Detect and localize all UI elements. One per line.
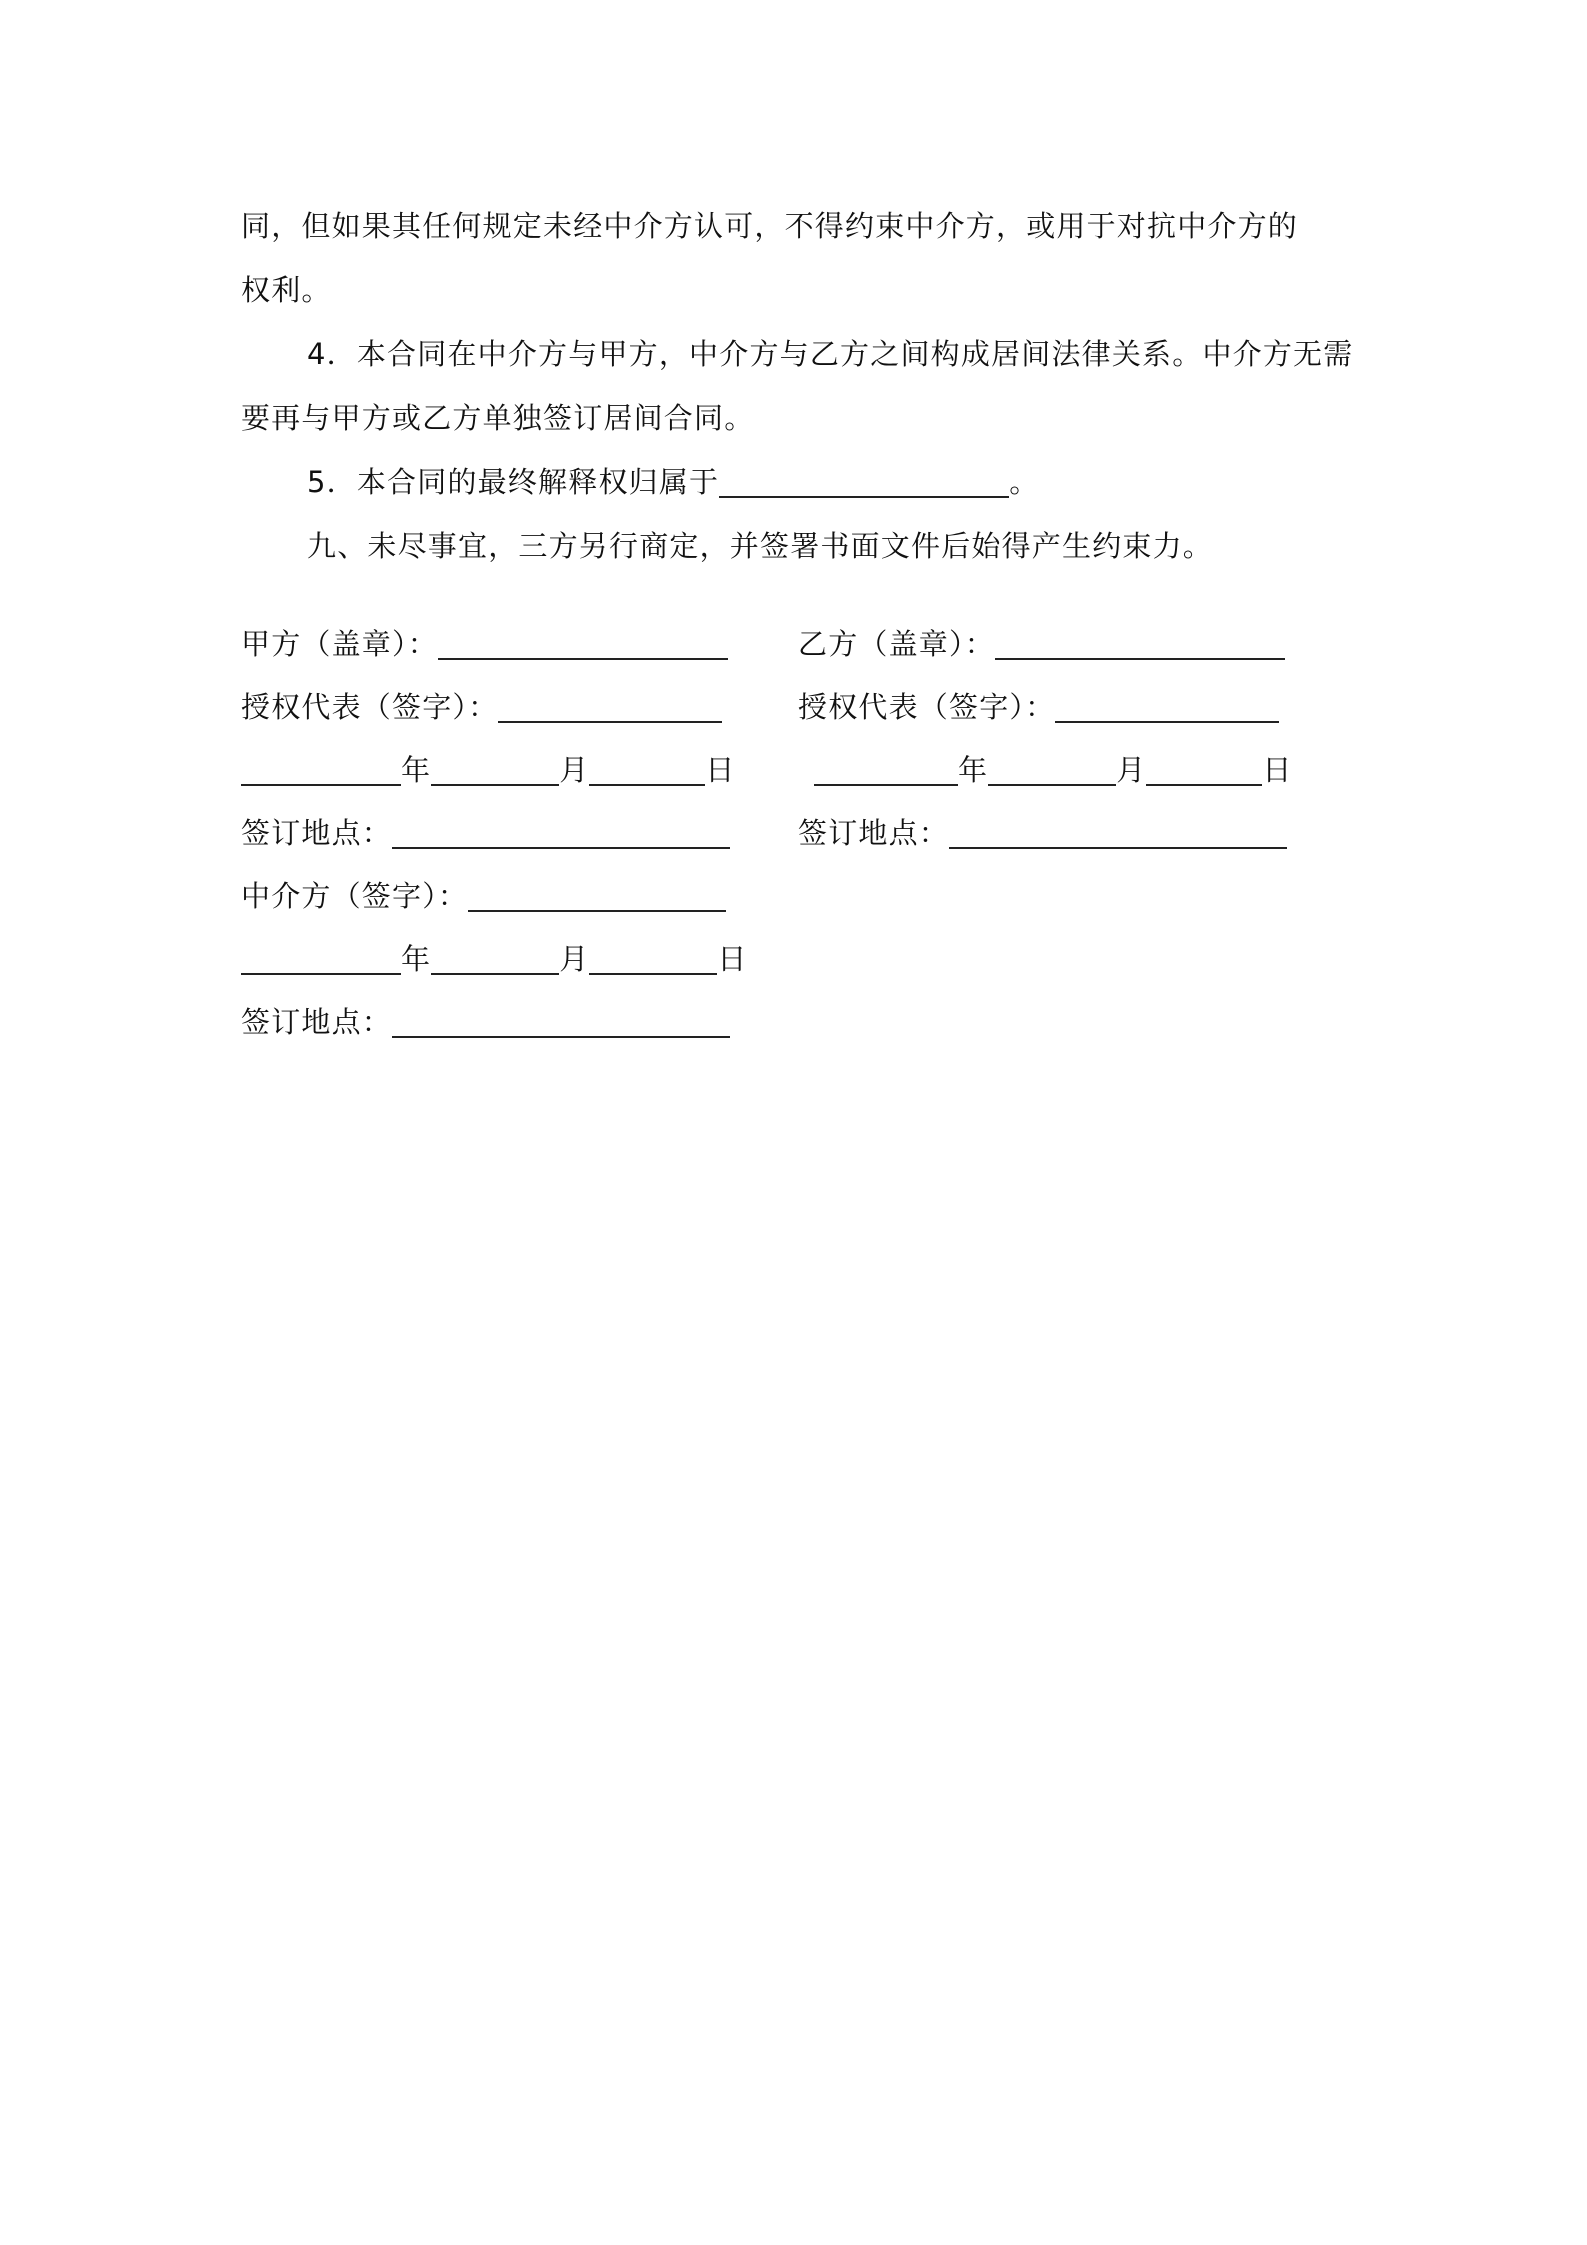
- party-b-seal-label: 乙方（盖章）：: [798, 627, 995, 661]
- day-label: 日: [717, 942, 748, 976]
- year-label: 年: [958, 753, 989, 787]
- party-a-rep-blank[interactable]: [498, 691, 722, 723]
- party-a-rep-label: 授权代表（签字）：: [241, 690, 499, 724]
- party-b-day-blank[interactable]: [1146, 754, 1262, 786]
- party-b-rep-row: [798, 687, 1279, 727]
- month-label: 月: [1116, 753, 1147, 787]
- day-label: 日: [1262, 753, 1293, 787]
- clause-9: 九、未尽事宜，三方另行商定，并签署书面文件后始得产生约束力。: [307, 529, 1214, 563]
- party-a-year-blank[interactable]: [241, 754, 401, 786]
- paragraph-line: 权利。: [241, 273, 332, 307]
- month-label: 月: [559, 942, 590, 976]
- clause-5-text: 5．本合同的最终解释权归属于: [307, 465, 720, 499]
- party-b-rep-label: 授权代表（签字）：: [798, 690, 1056, 724]
- party-a-place-row: [241, 813, 730, 853]
- intermediary-place-blank[interactable]: [392, 1006, 730, 1038]
- party-a-seal-blank[interactable]: [438, 628, 728, 660]
- month-label: 月: [559, 753, 590, 787]
- party-b-seal-blank[interactable]: [995, 628, 1285, 660]
- paragraph-continuation: [241, 194, 1356, 322]
- party-a-seal-label: 甲方（盖章）：: [241, 627, 438, 661]
- intermediary-year-blank[interactable]: [241, 943, 401, 975]
- party-b-seal-row: [798, 624, 1285, 664]
- intermediary-sign-label: 中介方（签字）：: [241, 879, 469, 913]
- interpretation-blank[interactable]: [719, 466, 1009, 498]
- party-a-seal-row: [241, 624, 728, 664]
- party-a-place-blank[interactable]: [392, 817, 730, 849]
- party-b-year-blank[interactable]: [814, 754, 958, 786]
- party-b-place-blank[interactable]: [949, 817, 1287, 849]
- party-a-place-label: 签订地点：: [241, 816, 393, 850]
- party-b-rep-blank[interactable]: [1055, 691, 1279, 723]
- party-b-date-row: [814, 750, 1293, 790]
- party-b-place-row: [798, 813, 1287, 853]
- clause-5: [241, 450, 1356, 514]
- party-a-month-blank[interactable]: [431, 754, 559, 786]
- year-label: 年: [401, 942, 432, 976]
- intermediary-place-row: [241, 1002, 730, 1042]
- party-b-month-blank[interactable]: [988, 754, 1116, 786]
- party-b-place-label: 签订地点：: [798, 816, 950, 850]
- day-label: 日: [705, 753, 736, 787]
- intermediary-sign-row: [241, 876, 726, 916]
- party-a-rep-row: [241, 687, 722, 727]
- party-a-date-row: [241, 750, 736, 790]
- clause-5-suffix: 。: [1009, 465, 1040, 499]
- intermediary-sign-blank[interactable]: [468, 880, 726, 912]
- contract-body: [241, 194, 1356, 578]
- intermediary-place-label: 签订地点：: [241, 1005, 393, 1039]
- intermediary-day-blank[interactable]: [589, 943, 717, 975]
- clause-4: 4．本合同在中介方与甲方，中介方与乙方之间构成居间法律关系。中介方无需要再与甲方或乙方单独签订居间合同。: [241, 337, 1354, 435]
- intermediary-date-row: [241, 939, 748, 979]
- paragraph-line: 同，但如果其任何规定未经中介方认可，不得约束中介方，或用于对抗中介方的: [241, 209, 1299, 243]
- year-label: 年: [401, 753, 432, 787]
- intermediary-month-blank[interactable]: [431, 943, 559, 975]
- party-a-day-blank[interactable]: [589, 754, 705, 786]
